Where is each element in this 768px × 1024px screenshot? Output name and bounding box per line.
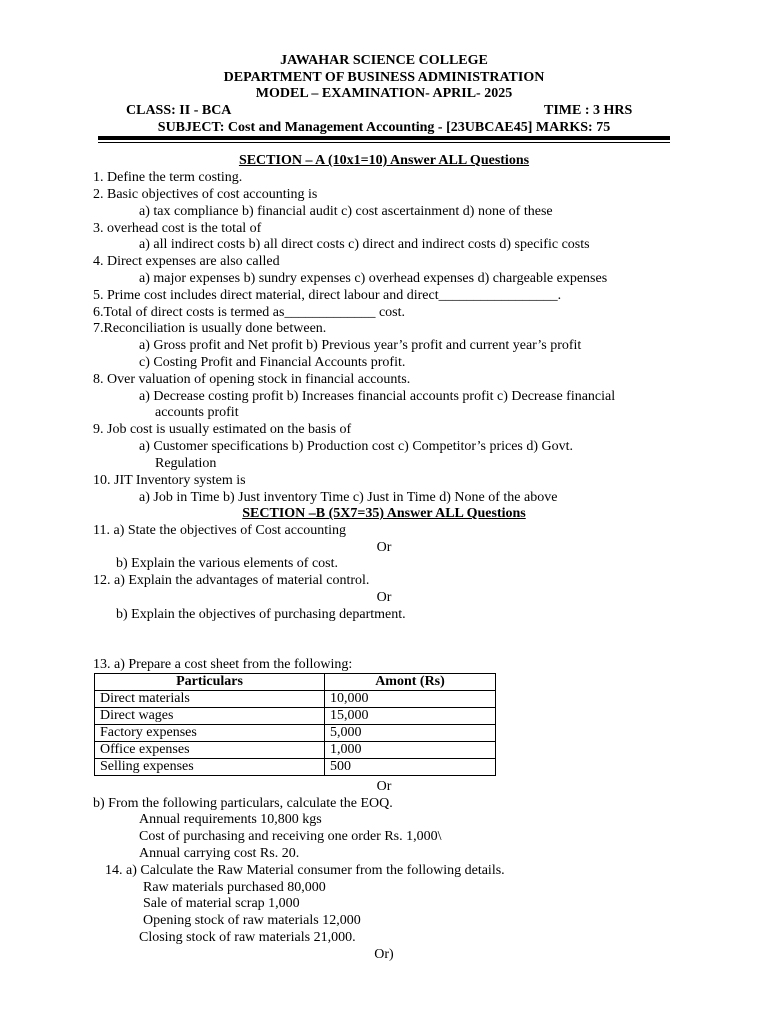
column-header: Particulars <box>95 674 325 691</box>
question-line: 5. Prime cost includes direct material, direct labour and direct_________________. <box>93 288 562 303</box>
table-header-row <box>95 674 496 691</box>
option-line: a) major expenses b) sundry expenses c) overhead expenses d) chargeable expenses <box>139 271 608 286</box>
question-line: 8. Over valuation of opening stock in financial accounts. <box>93 372 411 387</box>
question-11b: b) Explain the various elements of cost. <box>116 556 338 571</box>
table-cell: Direct materials <box>95 691 325 708</box>
table-cell: Selling expenses <box>95 759 325 776</box>
question-line: 10. JIT Inventory system is <box>93 473 246 488</box>
option-line: a) Customer specifications b) Production cost c) Competitor’s prices d) Govt. <box>139 439 574 454</box>
table-row <box>95 759 496 776</box>
question-detail-line: Opening stock of raw materials 12,000 <box>143 913 361 928</box>
question-11a: 11. a) State the objectives of Cost accounting <box>93 523 346 538</box>
table-cell: 1,000 <box>325 742 496 759</box>
option-line-wrap: Regulation <box>155 456 217 471</box>
question-line: 3. overhead cost is the total of <box>93 221 262 236</box>
or-separator: Or) <box>374 947 394 962</box>
table-cell: Office expenses <box>95 742 325 759</box>
table-row <box>95 691 496 708</box>
option-line: a) Gross profit and Net profit b) Previous year’s profit and current year’s profit <box>139 338 582 353</box>
or-separator: Or <box>376 590 392 605</box>
table-cell: 500 <box>325 759 496 776</box>
question-line: 9. Job cost is usually estimated on the basis of <box>93 422 352 437</box>
table-cell: 10,000 <box>325 691 496 708</box>
question-12b: b) Explain the objectives of purchasing department. <box>116 607 406 622</box>
class-label: CLASS: II - BCA <box>126 103 232 118</box>
table-cell: 5,000 <box>325 725 496 742</box>
column-header: Amont (Rs) <box>325 674 496 691</box>
question-detail-line: Sale of material scrap 1,000 <box>143 896 300 911</box>
question-detail-line: Annual carrying cost Rs. 20. <box>139 846 300 861</box>
option-line: a) tax compliance b) financial audit c) cost ascertainment d) none of these <box>139 204 553 219</box>
question-line: 4. Direct expenses are also called <box>93 254 280 269</box>
question-13a: 13. a) Prepare a cost sheet from the following: <box>93 657 353 672</box>
header-divider-thin <box>98 142 670 143</box>
or-separator: Or <box>376 540 392 555</box>
option-line: a) all indirect costs b) all direct costs c) direct and indirect costs d) specific costs <box>139 237 590 252</box>
question-12a: 12. a) Explain the advantages of material control. <box>93 573 370 588</box>
question-13b: b) From the following particulars, calculate the EOQ. <box>93 796 393 811</box>
option-line: a) Decrease costing profit b) Increases financial accounts profit c) Decrease financial <box>139 389 616 404</box>
college-name: JAWAHAR SCIENCE COLLEGE <box>280 53 488 68</box>
department-name: DEPARTMENT OF BUSINESS ADMINISTRATION <box>223 70 545 85</box>
option-line-wrap: accounts profit <box>155 405 239 420</box>
question-line: 2. Basic objectives of cost accounting is <box>93 187 318 202</box>
time-label: TIME : 3 HRS <box>544 103 633 118</box>
question-line: 1. Define the term costing. <box>93 170 243 185</box>
table-cell: 15,000 <box>325 708 496 725</box>
table-cell: Direct wages <box>95 708 325 725</box>
section-a-title: SECTION – A (10x1=10) Answer ALL Questions <box>238 153 530 168</box>
question-line: 6.Total of direct costs is termed as_____________ cost. <box>93 305 406 320</box>
header-divider-thick <box>98 136 670 140</box>
option-line: a) Job in Time b) Just inventory Time c) Just in Time d) None of the above <box>139 490 558 505</box>
table-row <box>95 742 496 759</box>
question-14a: 14. a) Calculate the Raw Material consumer from the following details. <box>105 863 505 878</box>
subject-line: SUBJECT: Cost and Management Accounting - [23UBCAE45] MARKS: 75 <box>157 120 611 135</box>
cost-sheet-table <box>94 673 496 776</box>
table-row <box>95 708 496 725</box>
question-detail-line: Cost of purchasing and receiving one order Rs. 1,000\ <box>139 829 442 844</box>
question-detail-line: Raw materials purchased 80,000 <box>143 880 326 895</box>
or-separator: Or <box>376 779 392 794</box>
question-line: 7.Reconciliation is usually done between. <box>93 321 327 336</box>
table-cell: Factory expenses <box>95 725 325 742</box>
question-detail-line: Annual requirements 10,800 kgs <box>139 812 322 827</box>
exam-title: MODEL – EXAMINATION- APRIL- 2025 <box>255 86 513 101</box>
option-line: c) Costing Profit and Financial Accounts profit. <box>139 355 406 370</box>
table-row <box>95 725 496 742</box>
question-detail-line: Closing stock of raw materials 21,000. <box>139 930 356 945</box>
section-b-title: SECTION –B (5X7=35) Answer ALL Questions <box>242 506 526 521</box>
